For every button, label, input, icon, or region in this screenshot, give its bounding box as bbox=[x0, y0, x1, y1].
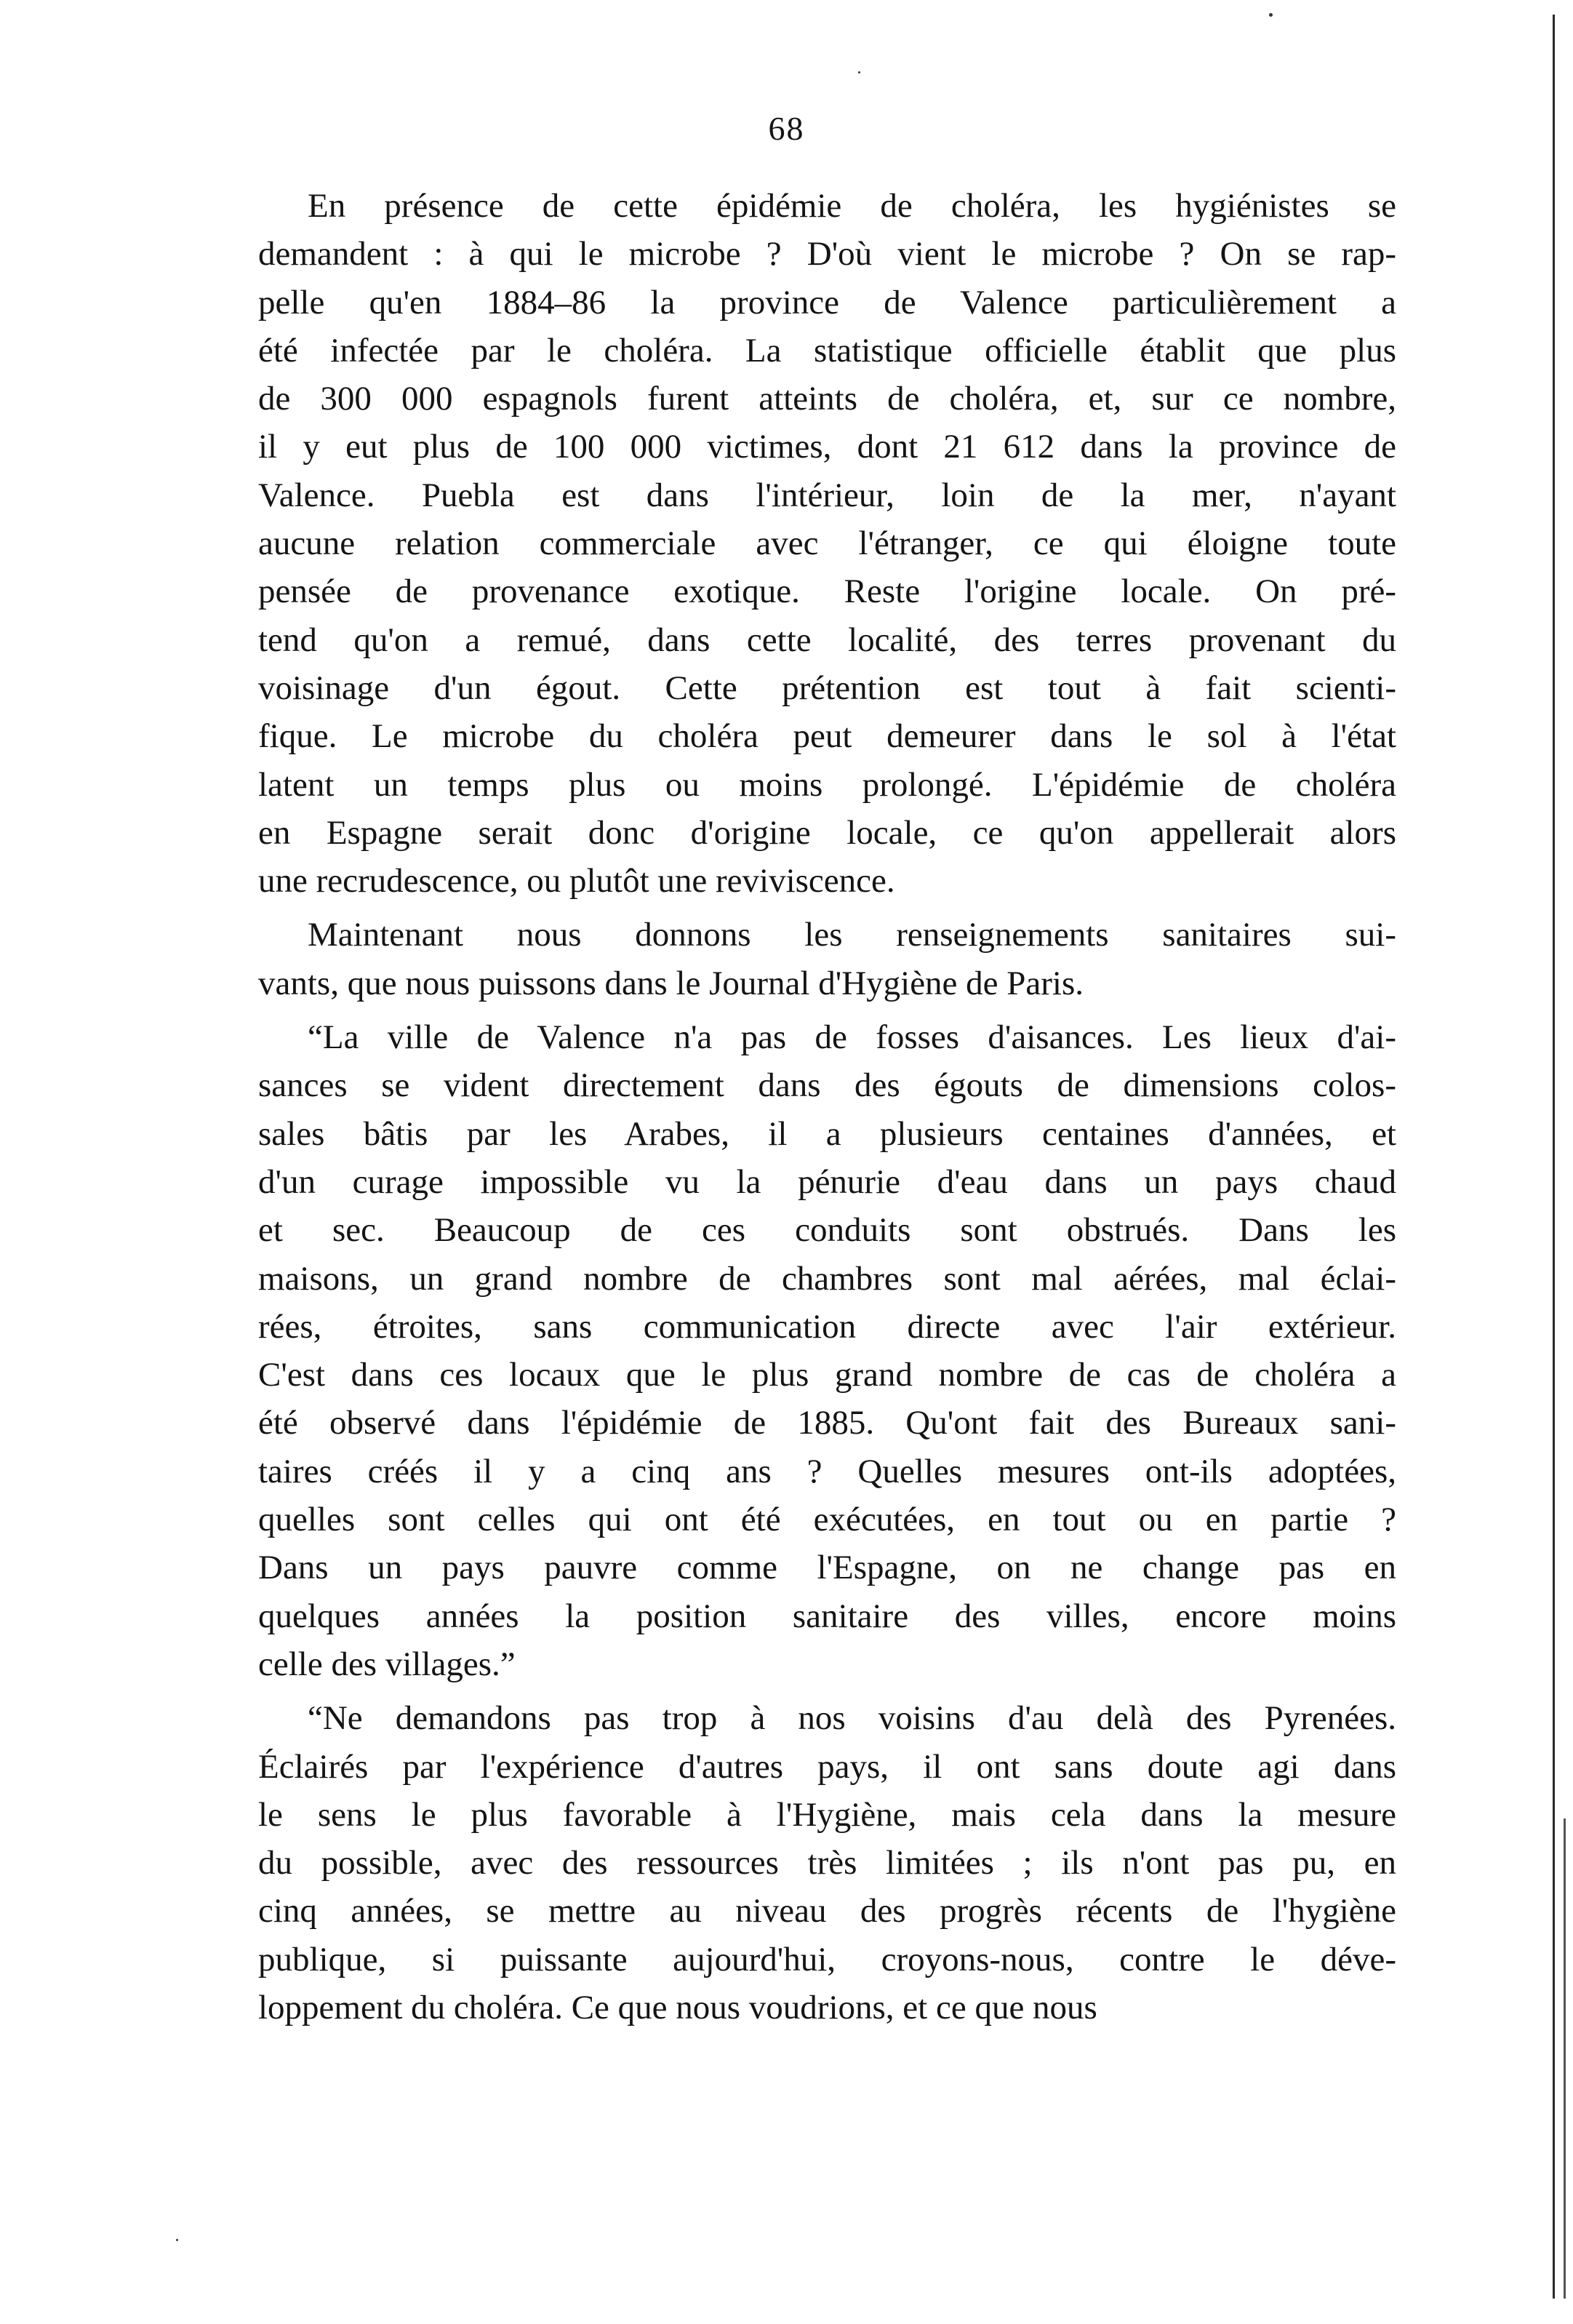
text-line: été observé dans l'épidémie de 1885. Qu'ont fait des Bureaux sani- bbox=[258, 1404, 1396, 1442]
text-line: C'est dans ces locaux que le plus grand nombre de cas de choléra a bbox=[258, 1356, 1396, 1394]
text-line: voisinage d'un égout. Cette prétention est tout à fait scienti- bbox=[258, 668, 1396, 707]
text-line: du possible, avec des ressources très limitées ; ils n'ont pas pu, en bbox=[258, 1844, 1396, 1882]
text-line: fique. Le microbe du choléra peut demeurer dans le sol à l'état bbox=[258, 717, 1396, 756]
paragraph bbox=[258, 1694, 1396, 2032]
text-line: en Espagne serait donc d'origine locale, ce qu'on appellerait alors bbox=[258, 813, 1396, 852]
text-line: pelle qu'en 1884–86 la province de Valence particulièrement a bbox=[258, 283, 1396, 322]
paragraph bbox=[258, 1013, 1396, 1688]
text-line: et sec. Beaucoup de ces conduits sont obstrués. Dans les bbox=[258, 1211, 1396, 1250]
text-line: demandent : à qui le microbe ? D'où vient le microbe ? On se rap- bbox=[258, 235, 1396, 273]
text-line: taires créés il y a cinq ans ? Quelles mesures ont-ils adoptées, bbox=[258, 1452, 1396, 1490]
text-line: il y eut plus de 100 000 victimes, dont 21 612 dans la province de bbox=[258, 428, 1396, 466]
text-line: celle des villages.” bbox=[258, 1645, 516, 1683]
text-line: Maintenant nous donnons les renseignements sanitaires sui- bbox=[308, 916, 1396, 954]
text-line: de 300 000 espagnols furent atteints de choléra, et, sur ce nombre, bbox=[258, 380, 1396, 418]
text-line: maisons, un grand nombre de chambres sont mal aérées, mal éclai- bbox=[258, 1259, 1396, 1298]
text-line: En présence de cette épidémie de choléra, les hygiénistes se bbox=[308, 187, 1396, 225]
page-edge-line-lower bbox=[1564, 1818, 1566, 2299]
text-line: Dans un pays pauvre comme l'Espagne, on ne change pas en bbox=[258, 1549, 1396, 1587]
text-line: une recrudescence, ou plutôt une reviviscence. bbox=[258, 862, 895, 901]
text-line: pensée de provenance exotique. Reste l'origine locale. On pré- bbox=[258, 572, 1396, 611]
text-line: été infectée par le choléra. La statistique officielle établit que plus bbox=[258, 331, 1396, 370]
text-line: le sens le plus favorable à l'Hygiène, mais cela dans la mesure bbox=[258, 1795, 1396, 1834]
text-line: Valence. Puebla est dans l'intérieur, loin de la mer, n'ayant bbox=[258, 476, 1396, 514]
text-line: quelques années la position sanitaire des villes, encore moins bbox=[258, 1597, 1396, 1635]
paragraph-gap bbox=[258, 905, 1396, 911]
paragraph-gap bbox=[258, 1688, 1396, 1694]
text-line: loppement du choléra. Ce que nous voudrions, et ce que nous bbox=[258, 1988, 1097, 2026]
text-line: Éclairés par l'expérience d'autres pays, il ont sans doute agi dans bbox=[258, 1747, 1396, 1786]
text-line: aucune relation commerciale avec l'étranger, ce qui éloigne toute bbox=[258, 524, 1396, 563]
text-line: publique, si puissante aujourd'hui, croyons-nous, contre le déve- bbox=[258, 1940, 1396, 1978]
paragraph bbox=[258, 182, 1396, 905]
text-line: “La ville de Valence n'a pas de fosses d'aisances. Les lieux d'ai- bbox=[308, 1018, 1396, 1057]
paragraph-gap bbox=[258, 1007, 1396, 1013]
page-number: 68 bbox=[768, 110, 805, 147]
text-line: vants, que nous puissons dans le Journal d'Hygiène de Paris. bbox=[258, 964, 1084, 1002]
text-line: sances se vident directement dans des égouts de dimensions colos- bbox=[258, 1066, 1396, 1105]
scan-speck bbox=[176, 2239, 178, 2241]
text-line: sales bâtis par les Arabes, il a plusieurs centaines d'années, et bbox=[258, 1114, 1396, 1153]
body-text bbox=[258, 182, 1396, 2032]
page-edge bbox=[1538, 0, 1573, 2324]
text-line: tend qu'on a remué, dans cette localité, des terres provenant du bbox=[258, 620, 1396, 659]
text-line: “Ne demandons pas trop à nos voisins d'au delà des Pyrenées. bbox=[308, 1699, 1396, 1738]
page-edge-line bbox=[1553, 15, 1555, 2299]
text-line: cinq années, se mettre au niveau des progrès récents de l'hygiène bbox=[258, 1892, 1396, 1930]
text-line: latent un temps plus ou moins prolongé. L'épidémie de choléra bbox=[258, 765, 1396, 804]
scan-speck bbox=[1269, 13, 1273, 17]
text-line: quelles sont celles qui ont été exécutées, en tout ou en partie ? bbox=[258, 1501, 1396, 1539]
paragraph bbox=[258, 911, 1396, 1007]
text-line: rées, étroites, sans communication directe avec l'air extérieur. bbox=[258, 1307, 1396, 1346]
scan-speck bbox=[858, 71, 860, 73]
text-line: d'un curage impossible vu la pénurie d'eau dans un pays chaud bbox=[258, 1162, 1396, 1201]
